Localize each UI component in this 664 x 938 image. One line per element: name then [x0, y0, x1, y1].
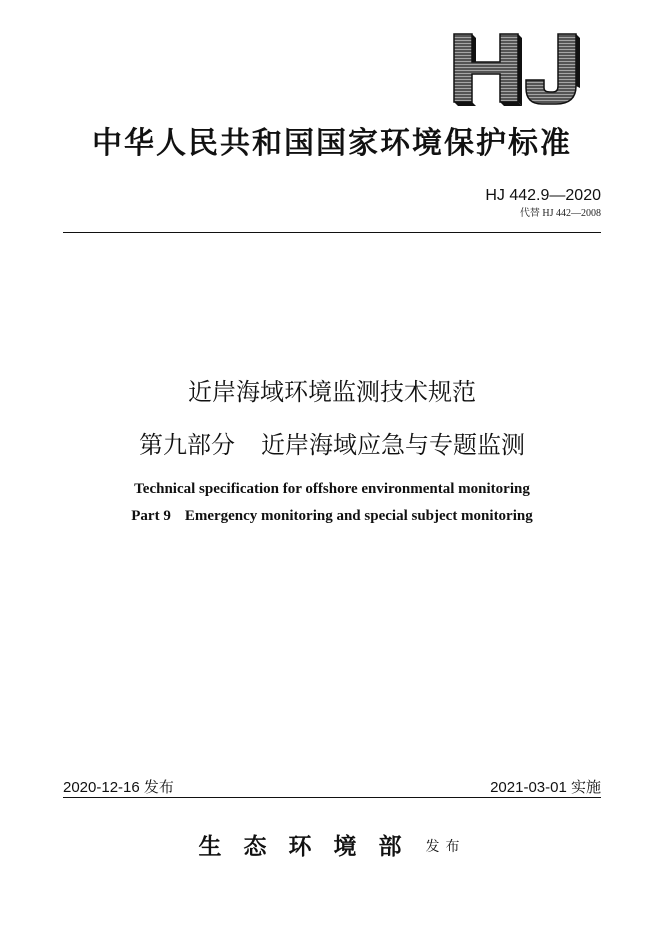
- hj-logo: [450, 30, 590, 108]
- issuer-label: 发布: [425, 839, 466, 855]
- top-divider: [63, 232, 601, 233]
- title-cn-line1: 近岸海域环境监测技术规范: [188, 378, 476, 406]
- replaces-note: 代替 HJ 442—2008: [519, 208, 601, 219]
- title-en-line1: Technical specification for offshore environmental monitoring: [134, 481, 530, 497]
- title-cn-line2: [0, 425, 664, 460]
- release-label: 发布: [143, 779, 174, 796]
- title-en-part: Part 9: [131, 508, 171, 524]
- standard-code: HJ 442.9—2020: [485, 187, 601, 204]
- release-date: [63, 776, 174, 797]
- implement-date: [490, 776, 601, 797]
- implement-date-value: 2021-03-01: [490, 779, 567, 796]
- title-cn-part: 第九部分: [139, 431, 235, 459]
- title-cn-subtitle: 近岸海域应急与专题监测: [261, 431, 525, 459]
- issuer: [0, 828, 664, 861]
- hj-logo-mark: [450, 30, 590, 108]
- implement-label: 实施: [570, 779, 601, 796]
- title-en-subtitle: Emergency monitoring and special subject monitoring: [184, 508, 533, 524]
- standard-code-block: [351, 186, 601, 221]
- standard-name: 中华人民共和国国家环境保护标准: [92, 126, 572, 161]
- bottom-divider: [63, 797, 601, 798]
- issuer-org: 生态环境部: [198, 833, 424, 860]
- release-date-value: 2020-12-16: [63, 779, 140, 796]
- title-en-line2: [0, 508, 664, 525]
